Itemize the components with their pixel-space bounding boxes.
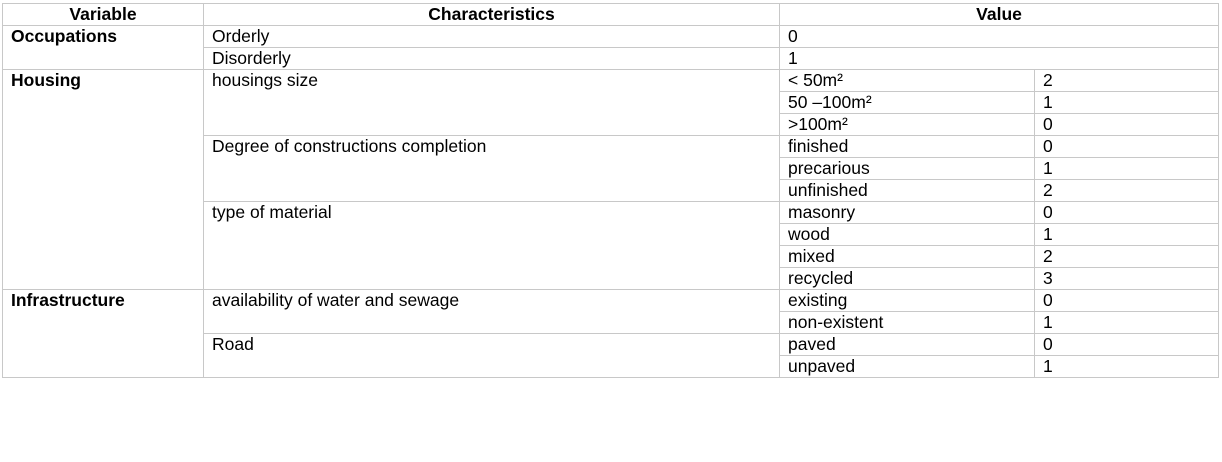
- characteristic-water: availability of water and sewage: [204, 290, 780, 334]
- option-value: 0: [1035, 290, 1219, 312]
- option-label: 50 –100m²: [780, 92, 1035, 114]
- option-label: non-existent: [780, 312, 1035, 334]
- characteristic-disorderly: Disorderly: [204, 48, 780, 70]
- option-label: finished: [780, 136, 1035, 158]
- option-value: 3: [1035, 268, 1219, 290]
- option-value: 1: [1035, 224, 1219, 246]
- value-orderly: 0: [780, 26, 1219, 48]
- variable-housing: Housing: [3, 70, 204, 290]
- option-label: >100m²: [780, 114, 1035, 136]
- option-value: 1: [1035, 356, 1219, 378]
- option-label: unpaved: [780, 356, 1035, 378]
- characteristic-material: type of material: [204, 202, 780, 290]
- option-label: recycled: [780, 268, 1035, 290]
- option-value: 0: [1035, 202, 1219, 224]
- header-value: Value: [780, 4, 1219, 26]
- option-label: existing: [780, 290, 1035, 312]
- variable-occupations: Occupations: [3, 26, 204, 70]
- characteristic-completion: Degree of constructions completion: [204, 136, 780, 202]
- header-variable: Variable: [3, 4, 204, 26]
- option-label: unfinished: [780, 180, 1035, 202]
- option-value: 2: [1035, 70, 1219, 92]
- option-value: 1: [1035, 158, 1219, 180]
- table-row: [3, 290, 1219, 312]
- option-value: 1: [1035, 312, 1219, 334]
- table-row: [3, 70, 1219, 92]
- header-row: [3, 4, 1219, 26]
- option-label: masonry: [780, 202, 1035, 224]
- characteristic-housing-size: housings size: [204, 70, 780, 136]
- option-value: 0: [1035, 334, 1219, 356]
- option-label: paved: [780, 334, 1035, 356]
- option-label: precarious: [780, 158, 1035, 180]
- variable-infrastructure: Infrastructure: [3, 290, 204, 378]
- option-value: 2: [1035, 180, 1219, 202]
- characteristic-road: Road: [204, 334, 780, 378]
- value-disorderly: 1: [780, 48, 1219, 70]
- table-row: [3, 26, 1219, 48]
- characteristic-orderly: Orderly: [204, 26, 780, 48]
- variables-table: [2, 3, 1219, 378]
- option-label: < 50m²: [780, 70, 1035, 92]
- option-label: wood: [780, 224, 1035, 246]
- header-characteristics: Characteristics: [204, 4, 780, 26]
- option-label: mixed: [780, 246, 1035, 268]
- option-value: 1: [1035, 92, 1219, 114]
- option-value: 2: [1035, 246, 1219, 268]
- option-value: 0: [1035, 136, 1219, 158]
- option-value: 0: [1035, 114, 1219, 136]
